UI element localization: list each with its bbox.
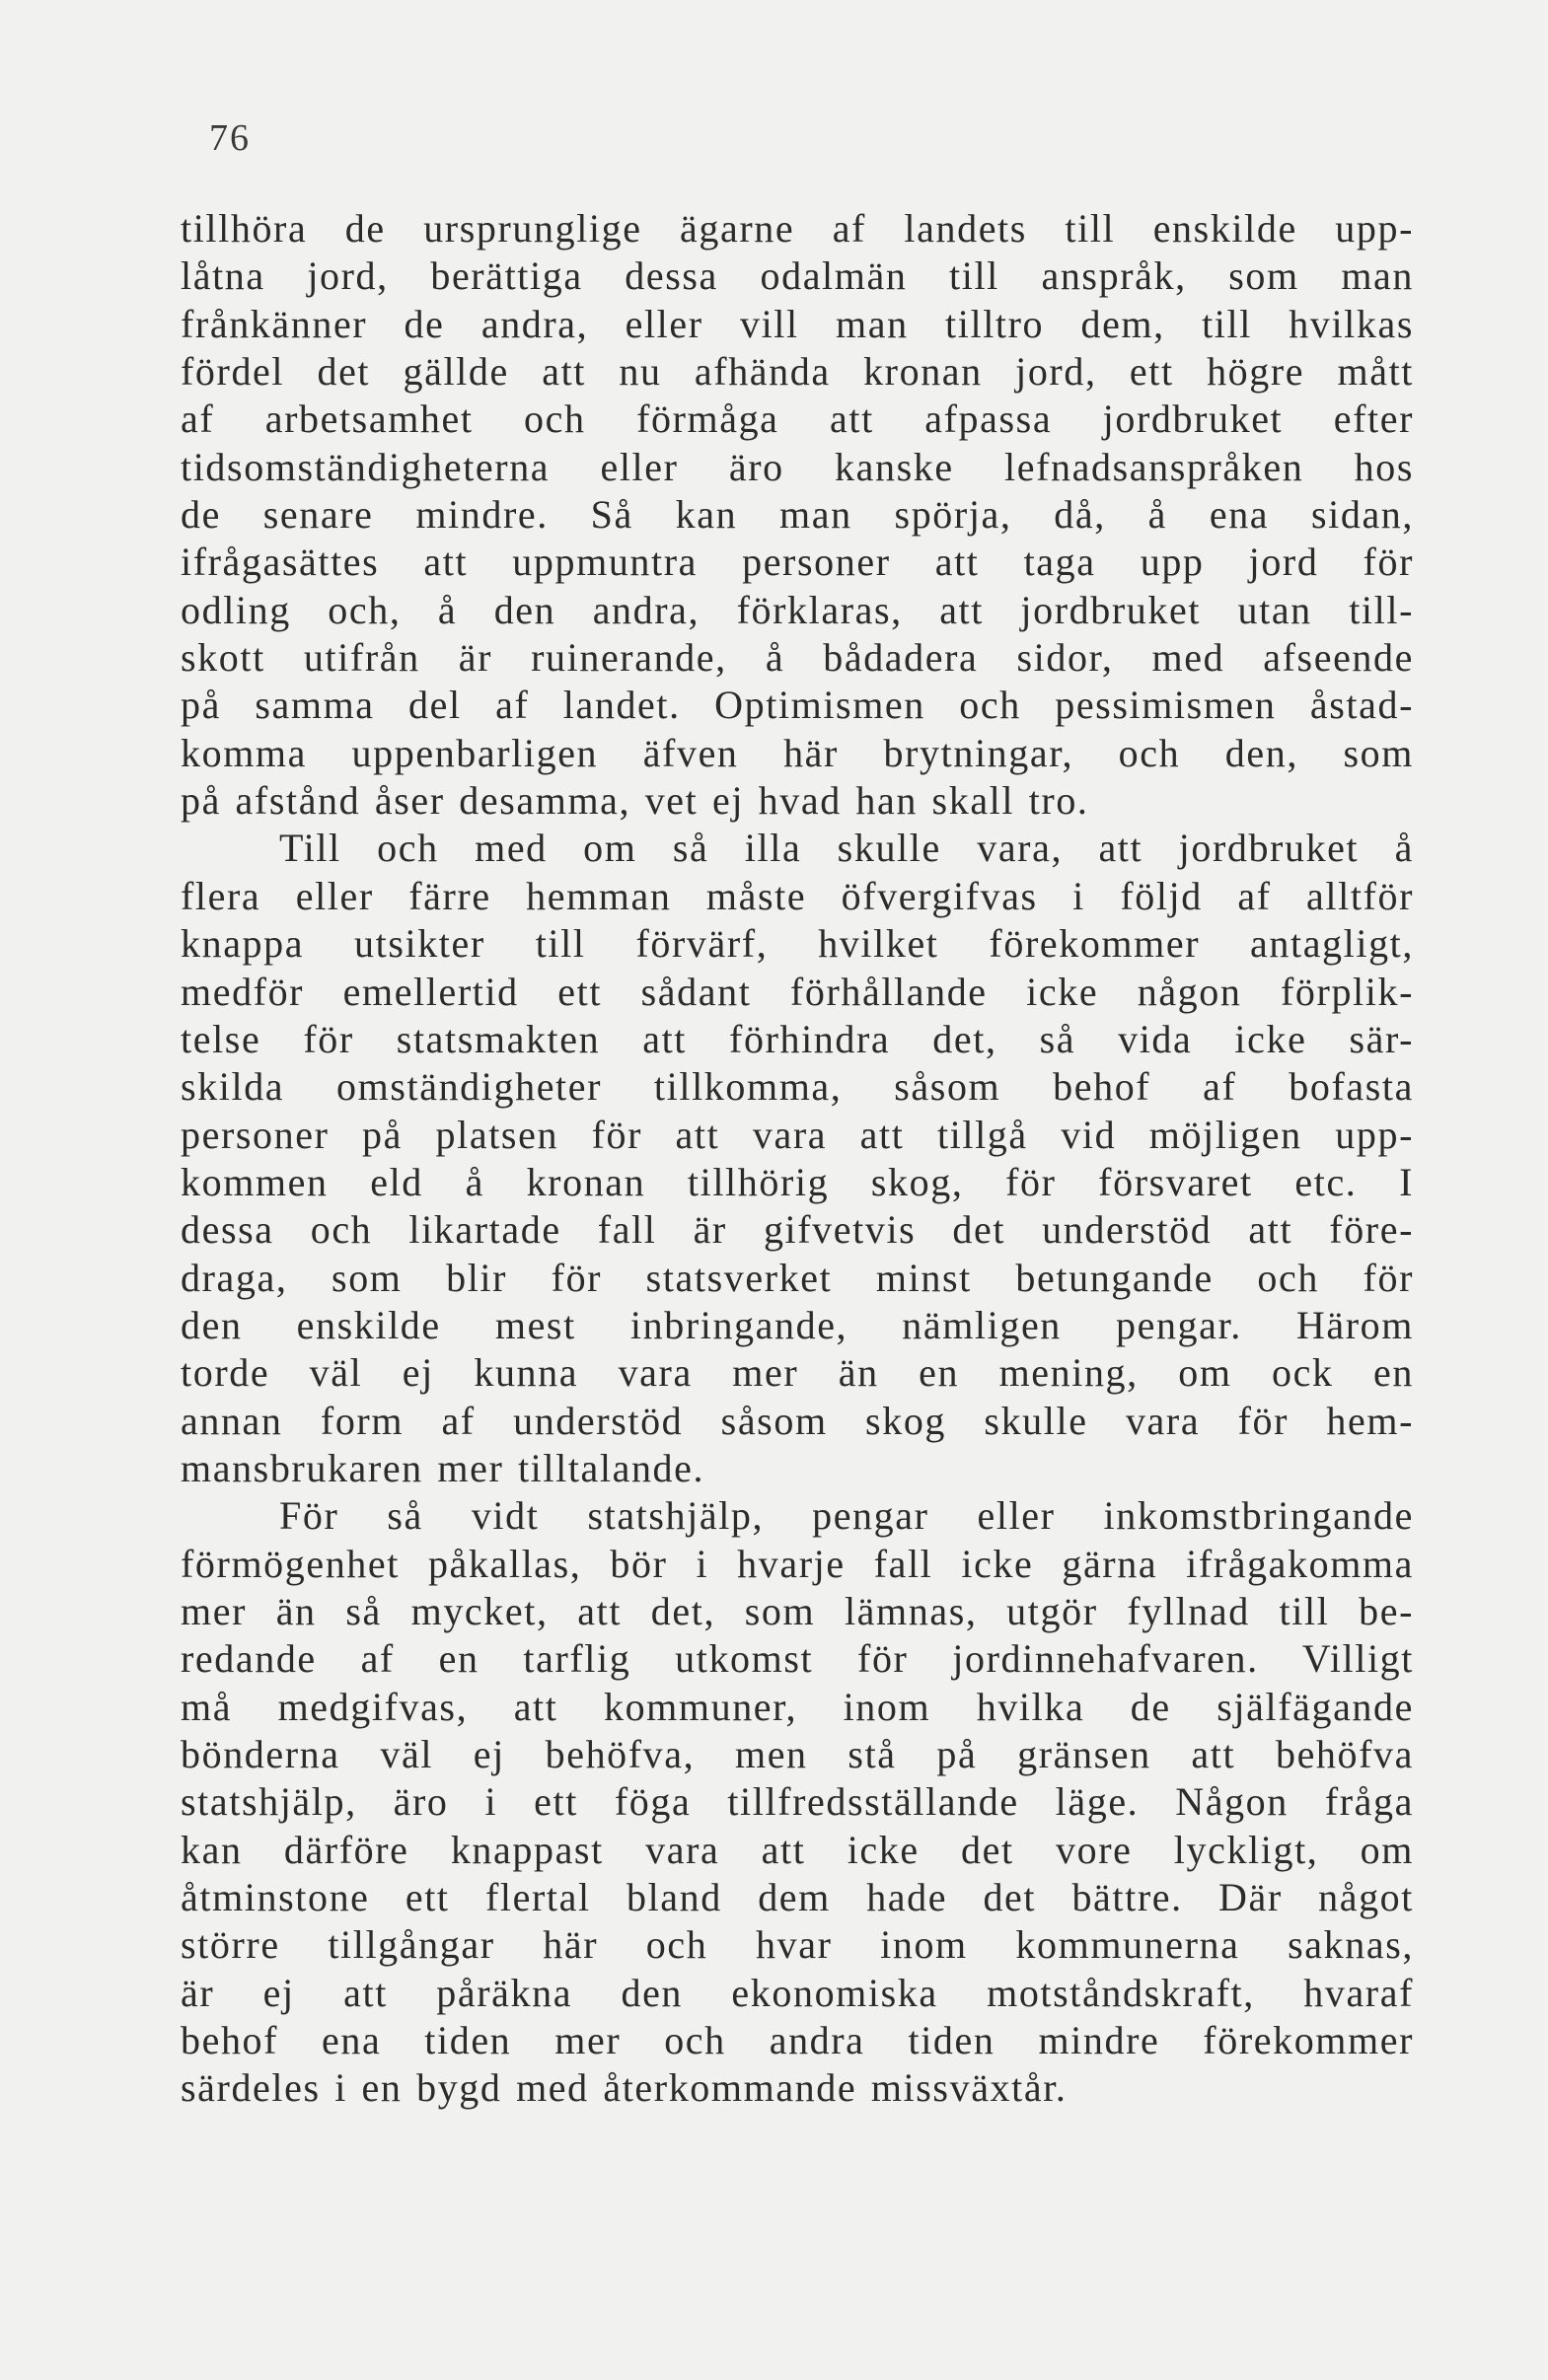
text-line: tidsomständigheterna eller äro kanske lefnadsanspråken hos — [181, 444, 1414, 489]
text-line: annan form af understöd såsom skog skulle vara för hem- — [181, 1398, 1414, 1443]
text-line: skilda omständigheter tillkomma, såsom behof af bofasta — [181, 1064, 1414, 1110]
text-line: fördel det gällde att nu afhända kronan jord, ett högre mått — [181, 349, 1414, 395]
text-line: kommen eld å kronan tillhörig skog, för försvaret etc. I — [181, 1159, 1414, 1204]
text-line: större tillgångar här och hvar inom kommunerna saknas, — [181, 1922, 1414, 1968]
text-line: draga, som blir för statsverket minst betungande och för — [181, 1255, 1414, 1300]
text-line: ifrågasättes att uppmuntra personer att taga upp jord för — [181, 540, 1414, 585]
text-line: tillhöra de ursprunglige ägarne af landets till enskilde upp- — [181, 206, 1414, 251]
text-line: mansbrukaren mer tilltalande. — [181, 1445, 705, 1490]
text-line: låtna jord, berättiga dessa odalmän till anspråk, som man — [181, 253, 1414, 299]
text-line: må medgifvas, att kommuner, inom hvilka de själfägande — [181, 1684, 1414, 1729]
text-line: flera eller färre hemman måste öfvergifvas i följd af alltför — [181, 873, 1414, 918]
text-line: på samma del af landet. Optimismen och pessimismen åstad- — [181, 683, 1414, 728]
text-line: Till och med om så illa skulle vara, att jordbruket å — [279, 826, 1414, 871]
body-text — [181, 205, 1414, 2113]
text-line: de senare mindre. Så kan man spörja, då, å ena sidan, — [181, 492, 1414, 538]
text-line: den enskilde mest inbringande, nämligen pengar. Härom — [181, 1302, 1414, 1347]
text-line: För så vidt statshjälp, pengar eller inkomstbringande — [279, 1493, 1414, 1539]
text-line: dessa och likartade fall är gifvetvis det understöd att före- — [181, 1207, 1414, 1253]
text-line: medför emellertid ett sådant förhållande icke någon förplik- — [181, 969, 1414, 1014]
text-line: komma uppenbarligen äfven här brytningar, och den, som — [181, 730, 1414, 775]
text-line: statshjälp, äro i ett föga tillfredsställande läge. Någon fråga — [181, 1779, 1414, 1825]
text-line: mer än så mycket, att det, som lämnas, utgör fyllnad till be- — [181, 1588, 1414, 1633]
text-line: skott utifrån är ruinerande, å bådadera sidor, med afseende — [181, 635, 1414, 681]
text-line: odling och, å den andra, förklaras, att jordbruket utan till- — [181, 587, 1414, 632]
text-line: på afstånd åser desamma, vet ej hvad han skall tro. — [181, 778, 1089, 824]
text-line: knappa utsikter till förvärf, hvilket förekommer antagligt, — [181, 921, 1414, 967]
text-line: förmögenhet påkallas, bör i hvarje fall icke gärna ifrågakomma — [181, 1541, 1414, 1586]
text-line: frånkänner de andra, eller vill man tilltro dem, till hvilkas — [181, 301, 1414, 346]
text-line: torde väl ej kunna vara mer än en mening, om ock en — [181, 1350, 1414, 1396]
text-line: personer på platsen för att vara att tillgå vid möjligen upp- — [181, 1112, 1414, 1157]
text-line: åtminstone ett flertal bland dem hade det bättre. Där något — [181, 1875, 1414, 1920]
text-line: bönderna väl ej behöfva, men stå på gränsen att behöfva — [181, 1732, 1414, 1776]
page-number: 76 — [209, 117, 251, 159]
text-line: behof ena tiden mer och andra tiden mindre förekommer — [181, 2018, 1414, 2063]
text-line: kan därföre knappast vara att icke det vore lyckligt, om — [181, 1827, 1414, 1872]
text-line: af arbetsamhet och förmåga att afpassa jordbruket efter — [181, 397, 1414, 442]
text-line: är ej att påräkna den ekonomiska motståndskraft, hvaraf — [181, 1970, 1414, 2015]
text-line: särdeles i en bygd med återkommande missväxtår. — [181, 2065, 1068, 2111]
text-line: redande af en tarflig utkomst för jordinnehafvaren. Villigt — [181, 1636, 1414, 1682]
text-line: telse för statsmakten att förhindra det, så vida icke sär- — [181, 1016, 1414, 1061]
